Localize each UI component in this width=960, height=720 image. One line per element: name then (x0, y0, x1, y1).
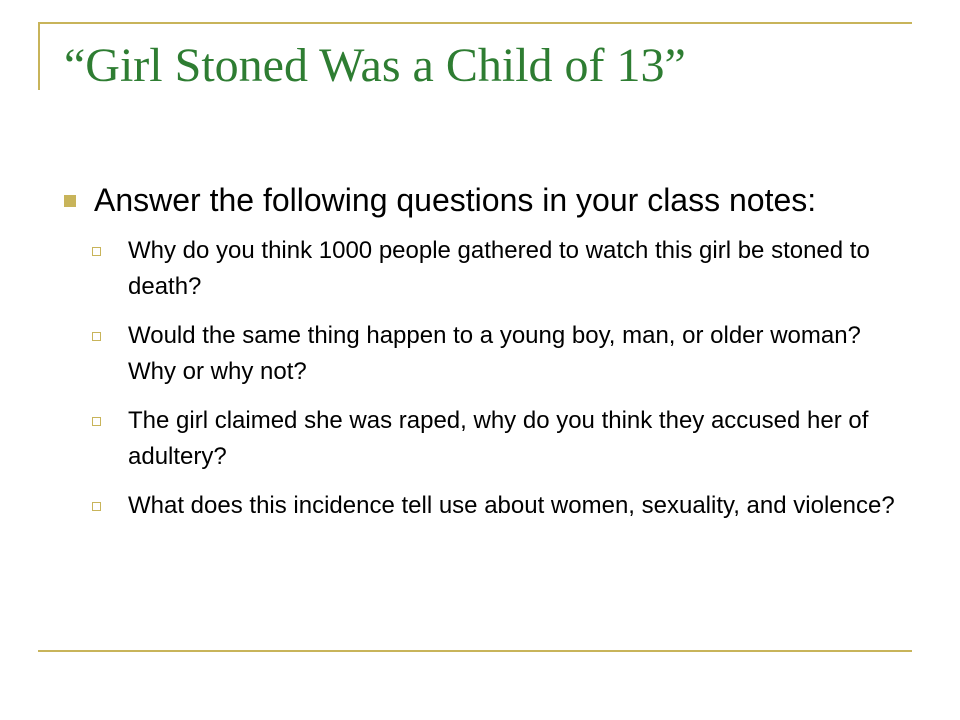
question-item (58, 318, 908, 390)
filled-square-bullet-icon (64, 195, 76, 207)
bottom-rule (38, 650, 912, 652)
question-item (58, 488, 908, 524)
top-rule (38, 22, 912, 24)
slide-body (58, 178, 908, 537)
hollow-square-bullet-icon (92, 417, 101, 426)
question-text: Why do you think 1000 people gathered to watch this girl be stoned to death? (128, 237, 870, 300)
left-rule (38, 22, 40, 90)
main-bullet-text: Answer the following questions in your class notes: (94, 182, 817, 218)
hollow-square-bullet-icon (92, 247, 101, 256)
question-text: Would the same thing happen to a young boy, man, or older woman? Why or why not? (128, 322, 861, 385)
main-bullet (58, 178, 908, 223)
hollow-square-bullet-icon (92, 502, 101, 511)
question-item (58, 233, 908, 305)
hollow-square-bullet-icon (92, 332, 101, 341)
question-item (58, 403, 908, 475)
question-text: The girl claimed she was raped, why do you think they accused her of adultery? (128, 407, 869, 470)
question-text: What does this incidence tell use about women, sexuality, and violence? (128, 492, 895, 519)
slide-title: “Girl Stoned Was a Child of 13” (64, 39, 686, 92)
